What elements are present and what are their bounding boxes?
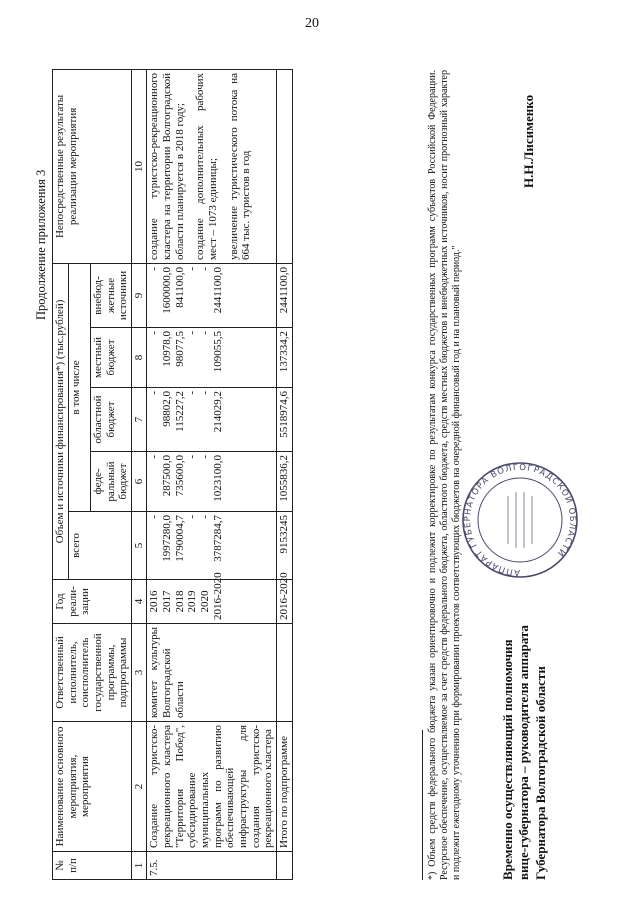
col-number: 6 [131,452,147,512]
col-number: 5 [131,512,147,580]
signature-block [500,625,549,880]
result-item: увеличение туристического потока на 664 тыс. туристов в год [227,72,253,260]
col-number: 8 [131,328,147,388]
result-item: создание дополнительных рабочих мест – 1073 единицы; [194,72,220,260]
col-number: 10 [131,69,147,263]
header-federal: федеральный бюджет [90,452,131,512]
row-results [147,69,276,263]
total-federal: 1055836,2 [276,452,292,512]
total-regional: 5518974,6 [276,388,292,452]
funding-table [52,69,293,880]
table-row [147,69,276,879]
col-number: 2 [131,722,147,852]
row-name: Создание туристско-рекреационного кластера "Территория Побед", субсидирование муниципальных программ по развитию обеспечивающей инфраструктуры для создания туристско-рекреационного кластера [147,722,276,852]
continuation-label: Продолжение приложения 3 [34,169,48,320]
col-number: 9 [131,263,147,327]
header-local: местный бюджет [90,328,131,388]
col-number: 3 [131,624,147,722]
total-years: 2016-2020 [276,580,292,624]
header-name: Наименование основного мероприятия, мероприятия [53,722,132,852]
footnote-rule [422,730,423,880]
row-years: 2016 2017 2018 2019 2020 2016-2020 [147,580,276,624]
row-executor: комитет культуры Волгоградской области [147,624,276,722]
row-extrabudget: - 1600000,0 841100,0 - - 2441100,0 [147,263,276,327]
total-row [276,69,292,879]
signature-line: Временно осуществляющий полномочия [500,639,515,880]
total-extrabudget: 2441100,0 [276,263,292,327]
header-executor: Ответственный исполнитель, соисполнитель государственной программы, подпрограммы [53,624,132,722]
row-local: - 10978,0 98077,5 - - 109055,5 [147,328,276,388]
header-funding: Объем и источники финансирования*) (тыс.рублей) [53,263,69,579]
row-federal: - 287500,0 735600,0 - - 1023100,0 [147,452,276,512]
header-regional: областной бюджет [90,388,131,452]
header-total: всего [68,512,131,580]
col-number: 7 [131,388,147,452]
row-regional: - 98802,0 115227,2 - - 214029,2 [147,388,276,452]
total-label: Итого по подпрограмме [276,722,292,852]
seal-outer-text: АППАРАТ ГУБЕРНАТОРА ВОЛГОГРАДСКОЙ ОБЛАСТИ [462,462,578,578]
header-results: Непосредственные результаты реализации мероприятия [53,69,132,263]
header-no: № п/п [53,852,132,880]
total-total: 9153245 [276,512,292,580]
official-seal [460,460,580,580]
signatory-name: Н.Н.Лисименко [521,94,536,188]
col-number: 4 [131,580,147,624]
footnote-text: *) Объем средств федерального бюджета указан ориентировочно и подлежит корректировке по результатам конкурса государственных программ субъектов Российской Федерации. Ресурсное обеспечение, осуществляемое за счет средств федерального бюджета, областного бюджета, средств местных бюджетов и внебюджетных источников, носит прогнозный характер и подлежит ежегодному уточнению при формировании проектов соответствующих бюджетов на очередной финансовый год и на плановый период." [427,70,462,880]
header-year: Год реализации [53,580,132,624]
document-sheet [34,40,600,880]
footnote [422,70,463,880]
result-item: создание туристско-рекреационного кластера на территории Волгоградской области планируется в 2018 году; [148,72,186,260]
col-number: 1 [131,852,147,880]
signature-line: вице-губернатора – руководителя аппарата [516,625,532,880]
total-local: 137334,2 [276,328,292,388]
header-including: в том числе [68,263,90,511]
row-total: - 1997280,0 1790004,7 - - 3787284,7 [147,512,276,580]
row-number: 7.5. [147,852,276,880]
header-extrabudget: внебюджетные источники [90,263,131,327]
page-number: 20 [305,16,319,31]
signature-line: Губернатора Волгоградской области [532,666,548,880]
